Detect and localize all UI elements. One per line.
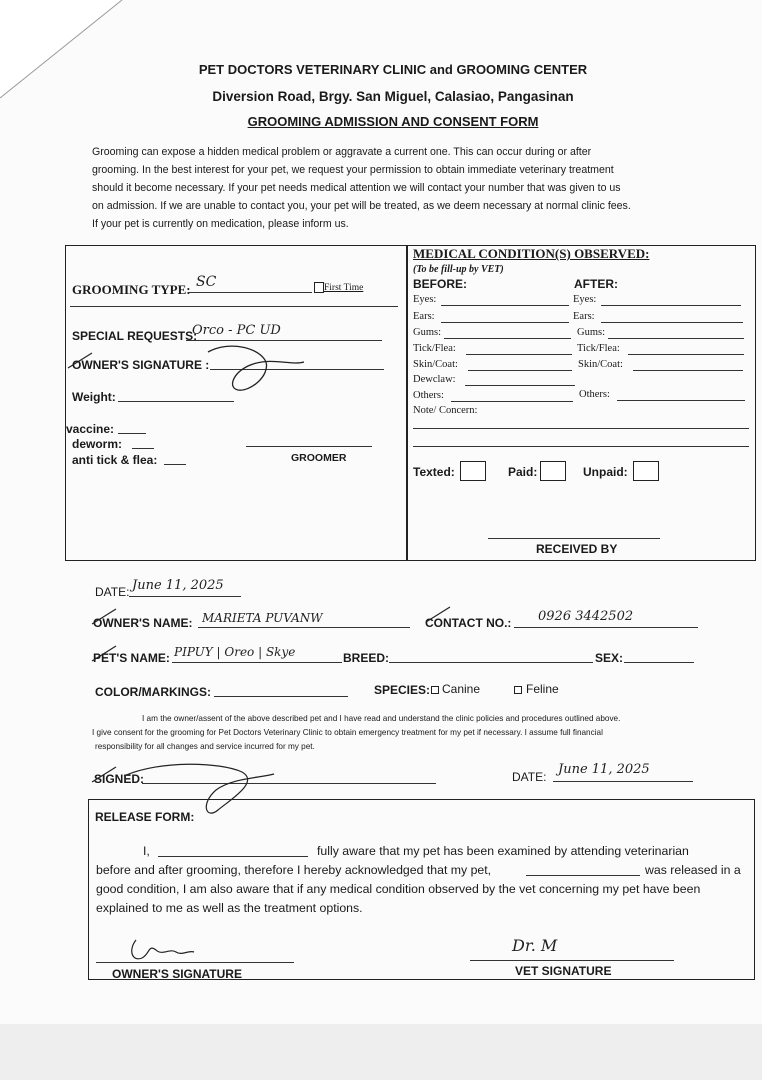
clinic-name: PET DOCTORS VETERINARY CLINIC and GROOMING CENTER bbox=[198, 62, 588, 77]
received-by-line[interactable] bbox=[488, 538, 660, 539]
note-label: Note/ Concern: bbox=[413, 405, 478, 416]
sex-field[interactable] bbox=[624, 662, 694, 663]
before-tick-field[interactable] bbox=[466, 354, 572, 355]
intro-line: on admission. If we are unable to contact you, your pet will be treated, as we deem necessary at normal clinic fees. bbox=[92, 200, 631, 212]
pet-name-value: PIPUY | Oreo | Skye bbox=[174, 645, 296, 659]
consent-line: I give consent for the grooming for Pet Doctors Veterinary Clinic to obtain emergency treatment for my pet if necessary. I assume full financial bbox=[92, 728, 603, 737]
before-eyes-label: Eyes: bbox=[413, 294, 437, 305]
release-line-1 bbox=[96, 842, 748, 861]
intro-paragraph bbox=[92, 143, 712, 233]
before-label: BEFORE: bbox=[413, 277, 467, 291]
before-others-label: Others: bbox=[413, 390, 444, 401]
section-divider bbox=[406, 245, 408, 561]
grooming-type-value: SC bbox=[196, 274, 217, 290]
date-field[interactable] bbox=[129, 596, 241, 597]
after-gums-field[interactable] bbox=[608, 338, 744, 339]
owner-name-strike bbox=[90, 606, 120, 626]
release-pet-blank[interactable] bbox=[526, 875, 640, 876]
owner-strike-mark bbox=[66, 350, 96, 370]
intro-line: Grooming can expose a hidden medical problem or aggravate a current one. This can occur during or after bbox=[92, 146, 592, 158]
release-name-blank[interactable] bbox=[158, 856, 308, 857]
contact-field[interactable] bbox=[514, 627, 698, 628]
texted-label: Texted: bbox=[413, 465, 455, 479]
signed-date-label: DATE: bbox=[512, 770, 547, 784]
vaccine-field[interactable] bbox=[118, 433, 146, 434]
paid-checkbox[interactable] bbox=[540, 461, 566, 481]
before-gums-field[interactable] bbox=[444, 338, 571, 339]
owner-name-field[interactable] bbox=[198, 627, 410, 628]
special-requests-value: Orco - PC UD bbox=[192, 323, 281, 338]
before-skin-field[interactable] bbox=[468, 370, 572, 371]
vet-signature-value: Dr. M bbox=[512, 936, 558, 955]
anti-tick-field[interactable] bbox=[164, 464, 186, 465]
date-value: June 11, 2025 bbox=[132, 578, 224, 593]
signed-label: SIGNED: bbox=[94, 772, 145, 786]
groomer-label: GROOMER bbox=[291, 452, 347, 464]
release-owner-signature-line[interactable] bbox=[96, 962, 294, 963]
intro-line: should it become necessary. If your pet needs medical attention we will contact your number that was given to us bbox=[92, 182, 621, 194]
note-line-2[interactable] bbox=[413, 446, 749, 447]
after-skin-field[interactable] bbox=[633, 370, 743, 371]
breed-field[interactable] bbox=[389, 662, 593, 663]
after-gums-label: Gums: bbox=[577, 327, 606, 338]
vet-signature-label: VET SIGNATURE bbox=[515, 964, 612, 978]
signed-date-value: June 11, 2025 bbox=[558, 762, 650, 777]
intro-line: If your pet is currently on medication, please inform us. bbox=[92, 218, 349, 230]
release-line-2-text: before and after grooming, therefore I hereby acknowledged that my pet, bbox=[96, 863, 492, 877]
color-markings-label: COLOR/MARKINGS: bbox=[95, 685, 211, 699]
consent-paragraph bbox=[92, 712, 715, 754]
after-others-label: Others: bbox=[579, 389, 610, 400]
after-ears-label: Ears: bbox=[573, 311, 595, 322]
pet-name-label: PET'S NAME: bbox=[93, 651, 170, 665]
before-eyes-field[interactable] bbox=[441, 305, 569, 306]
intro-line: grooming. In the best interest for your pet, we request your permission to obtain immediate veterinary treatment bbox=[92, 164, 614, 176]
before-others-field[interactable] bbox=[451, 401, 573, 402]
contact-strike bbox=[424, 604, 454, 624]
release-title: RELEASE FORM: bbox=[95, 810, 195, 824]
canine-checkbox[interactable] bbox=[431, 686, 439, 694]
after-skin-label: Skin/Coat: bbox=[578, 359, 623, 370]
deworm-label: deworm: bbox=[72, 437, 123, 451]
received-by-label: RECEIVED BY bbox=[536, 542, 618, 556]
before-ears-field[interactable] bbox=[441, 322, 569, 323]
medical-title: MEDICAL CONDITION(S) OBSERVED: bbox=[413, 246, 650, 261]
before-ears-label: Ears: bbox=[413, 311, 435, 322]
before-tick-label: Tick/Flea: bbox=[413, 343, 456, 354]
species-label: SPECIES: bbox=[374, 683, 431, 697]
feline-label: Feline bbox=[526, 682, 559, 696]
owner-name-value: MARIETA PUVANW bbox=[202, 611, 323, 625]
release-line-4: explained to me as well as the treatment options. bbox=[96, 901, 363, 915]
owner-name-label: OWNER'S NAME: bbox=[93, 616, 193, 630]
pet-name-strike bbox=[90, 643, 120, 663]
grooming-extra-line bbox=[70, 306, 398, 307]
release-text bbox=[96, 842, 748, 918]
release-owner-signature-label: OWNER'S SIGNATURE bbox=[112, 967, 242, 981]
color-markings-field[interactable] bbox=[214, 696, 348, 697]
contact-value: 0926 3442502 bbox=[538, 609, 634, 624]
weight-label: Weight: bbox=[72, 390, 116, 404]
signed-date-field[interactable] bbox=[553, 781, 693, 782]
weight-field[interactable] bbox=[118, 401, 234, 402]
contact-label: CONTACT NO.: bbox=[425, 616, 512, 630]
groomer-signature-line[interactable] bbox=[246, 446, 372, 447]
first-time-label: First Time bbox=[324, 283, 364, 293]
signed-strike bbox=[90, 764, 120, 784]
form-title: GROOMING ADMISSION AND CONSENT FORM bbox=[247, 114, 539, 129]
release-line-1-text: fully aware that my pet has been examined by attending veterinarian bbox=[317, 844, 689, 858]
deworm-field[interactable] bbox=[132, 448, 154, 449]
grooming-type-field[interactable] bbox=[188, 292, 312, 293]
scan-strip bbox=[0, 1024, 762, 1080]
after-tick-field[interactable] bbox=[628, 354, 744, 355]
clinic-address: Diversion Road, Brgy. San Miguel, Calasiao, Pangasinan bbox=[212, 89, 574, 104]
grooming-type-label: GROOMING TYPE: bbox=[72, 282, 191, 297]
unpaid-checkbox[interactable] bbox=[633, 461, 659, 481]
vet-signature-line[interactable] bbox=[470, 960, 674, 961]
special-requests-label: SPECIAL REQUESTS: bbox=[72, 329, 198, 343]
texted-checkbox[interactable] bbox=[460, 461, 486, 481]
after-eyes-field[interactable] bbox=[601, 305, 741, 306]
release-line-3: good condition, I am also aware that if any medical condition observed by the vet concerning my pet have been bbox=[96, 882, 701, 896]
release-i: I, bbox=[143, 844, 150, 858]
owner-signature-scribble bbox=[200, 340, 320, 398]
pet-name-field[interactable] bbox=[172, 662, 342, 663]
release-line-2 bbox=[96, 861, 748, 880]
breed-label: BREED: bbox=[343, 651, 390, 665]
paid-label: Paid: bbox=[508, 465, 538, 479]
medical-subtitle: (To be fill-up by VET) bbox=[413, 264, 504, 275]
canine-label: Canine bbox=[442, 682, 481, 696]
after-label: AFTER: bbox=[574, 277, 618, 291]
anti-tick-label: anti tick & flea: bbox=[72, 453, 158, 467]
first-time-checkbox[interactable] bbox=[314, 282, 324, 293]
owner-signature-label: OWNER'S SIGNATURE : bbox=[72, 358, 210, 372]
sex-label: SEX: bbox=[595, 651, 624, 665]
after-others-field[interactable] bbox=[617, 400, 745, 401]
vaccine-label: vaccine: bbox=[66, 422, 115, 436]
dewclaw-field[interactable] bbox=[465, 385, 575, 386]
date-label: DATE: bbox=[95, 585, 130, 599]
release-line-2-end: was released in a bbox=[645, 863, 741, 877]
feline-checkbox[interactable] bbox=[514, 686, 522, 694]
after-ears-field[interactable] bbox=[601, 322, 743, 323]
before-skin-label: Skin/Coat: bbox=[413, 359, 458, 370]
after-eyes-label: Eyes: bbox=[573, 294, 597, 305]
dewclaw-label: Dewclaw: bbox=[413, 374, 456, 385]
unpaid-label: Unpaid: bbox=[583, 465, 628, 479]
note-line-1[interactable] bbox=[413, 428, 749, 429]
before-gums-label: Gums: bbox=[413, 327, 442, 338]
after-tick-label: Tick/Flea: bbox=[577, 343, 620, 354]
consent-line: responsibility for all changes and service incurred for my pet. bbox=[95, 742, 315, 751]
consent-line: I am the owner/assent of the above described pet and I have read and understand the clinic policies and procedures outlined above. bbox=[142, 714, 621, 723]
